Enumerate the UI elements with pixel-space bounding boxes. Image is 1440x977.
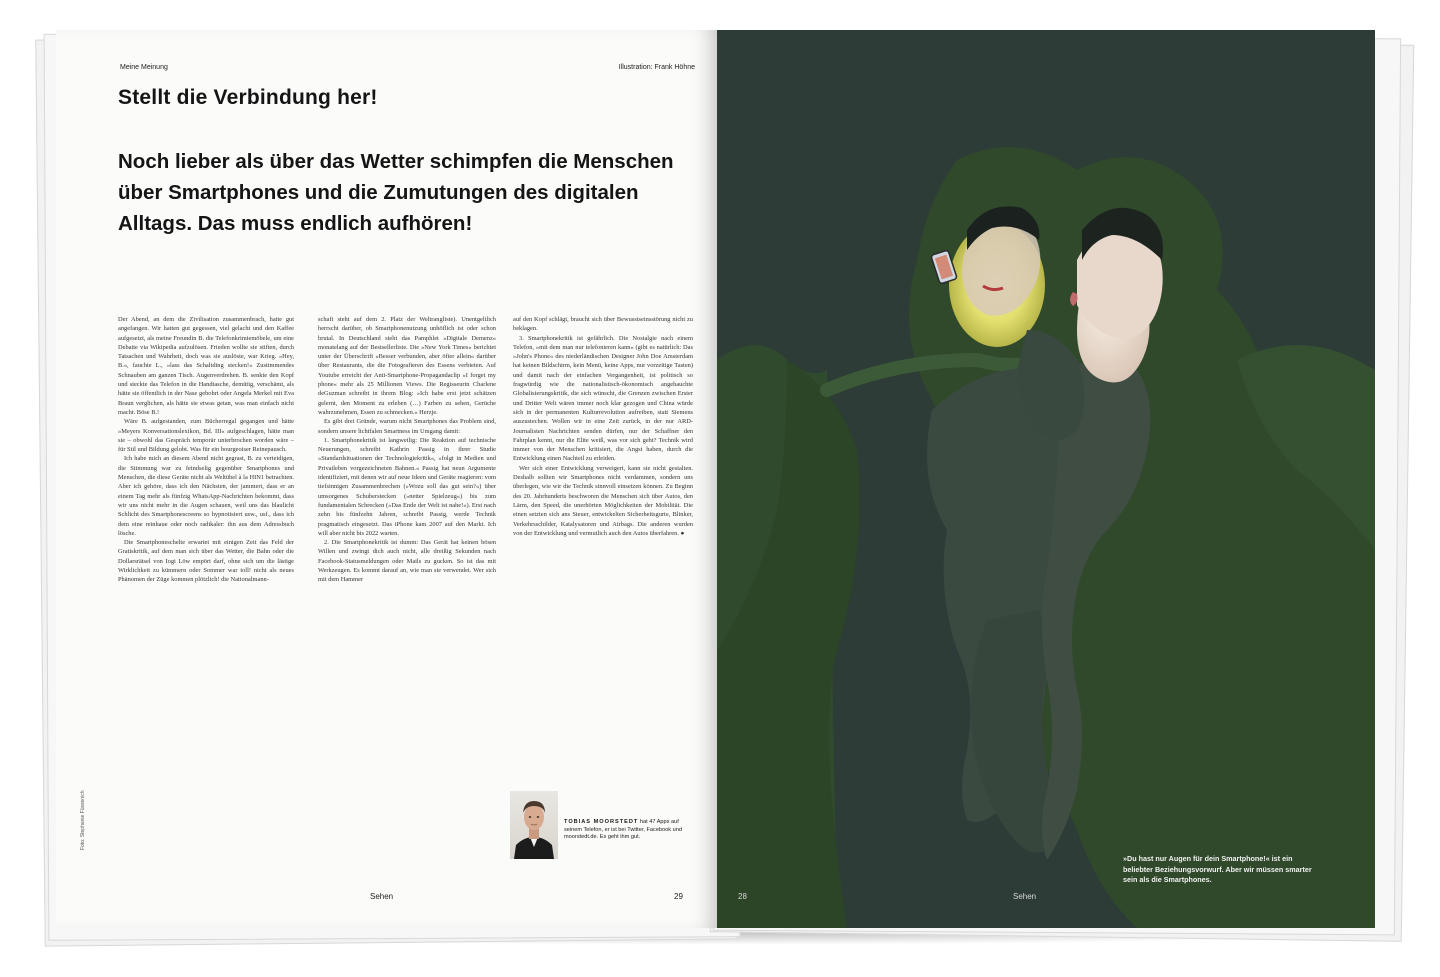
paragraph: Es gibt drei Gründe, warum nicht Smartphones das Problem sind, sondern unsere lichtfalen Smartness im Umgang damit: [318, 418, 496, 435]
author-bio-text: hat 47 Apps auf seinem Telefon, er ist bei Twitter, Facebook und moorstedt.de. Es geht ihm gut. [564, 819, 682, 841]
paragraph: schaft steht auf dem 2. Platz der Weltrangliste). Unentgeltlich herrscht darüber, ob Smartphonenutzung unhöflich ist oder schon brutal. In Deutschland steht das Pamphlet »Digitale Demenz« monatelang auf der Bestsellerliste. Die »New York Times« berichtet unter der Überschrift »Besser verbunden, aber öfter allein« darüber über Restaurants, die die Fotografieren des Essens verbieten. Auf Youtube erreicht der Anti-Smartphone-Propagandaclip »I forget my phone« mehr als 25 Millionen Views. Die Regisseurin Charlene deGuzman schreibt in ihrem Blog: »Ich habe erst jetzt schätzen gelernt, den Moment zu erleben (…) Farben zu sehen, Gerüche wahrzunehmen, Essen zu schmecken.« Herzje. [318, 316, 496, 416]
text-column-1 [118, 315, 294, 871]
left-page [56, 30, 717, 928]
paragraph: Die Smartphoneschelte erwartet mit einigen Zeit das Feld der Gratiskritik, auf dem man sich über das Wetter, die Bahn oder die Dollarsrätsel von Iogi Löw empört darf, ohne sich um die lästige Wirklichkeit zu kümmern oder Sommer war toll! nicht als neues Phänomen der Züge kommen plötzlich! die Nationalmann- [118, 539, 294, 584]
paragraph: 1. Smartphonekritik ist langweilig: Die Reaktion auf technische Neuerungen, schreibt Kathrin Passig in ihrer Studie »Standardsituationen der Technologiekritik«, »folgt in Medien und Privatleben vorgezeichneten Bahnen.« Passig hat neun Argumente identifiziert, mit denen wir auf neue Ideen und Geräte reagieren: vom tiefsinnigen Zusammenbrechen (»Wozu soll das gut sein?«) über umsorgenes Schuberstecken (»netter Spielzeug«) bis zum fundamentalen Schrecken (»Das Ende der Welt ist nahe!«). Erst nach zehn bis fünfzehn Jahren, schreibt Passig, werde Technik pragmatisch eingesetzt. Das iPhone kam 2007 auf den Markt. Ich will aber nicht bis 2022 warten. [318, 436, 496, 537]
photo-credit: Foto: Stephanie Füssenich [80, 790, 86, 850]
author-box [510, 791, 700, 866]
paragraph: Ich habe mich an diesem Abend nicht gegrast, B. zu verteidigen, die Stimmung war zu feindselig gegenüber Smartphones und Menschen, die diese Geräte nicht als Weltübel à la HIN1 betrachten. Aber ich gehöre, dass ich den Nächsten, der jammert, dass er an einem Tag mehr als fünfzig WhatsApp-Nachrichten bekommt, dass wir uns nicht mehr in die Augen schauen, weil uns das blaulicht Schlicht des Smartphonescreens so hypnotisiert usw., usf., dass ich dem eine reinhaue oder noch radikaler: ihn aus dem Adressbuch lösche. [118, 455, 294, 537]
footer-section-right: Sehen [1013, 892, 1037, 901]
illustration-couple-in-bed [717, 30, 1375, 928]
paragraph: auf den Kopf schlägt, braucht sich über Bewusstseinsstörung nicht zu beklagen. [513, 316, 693, 333]
article-headline: Stellt die Verbindung her! [118, 86, 378, 109]
article-lead: Noch lieber als über das Wetter schimpfen die Menschen über Smartphones und die Zumutungen des digitalen Alltags. Das muss endlich aufhören! [118, 150, 674, 235]
page-number-right: 28 [738, 892, 747, 901]
text-column-3 [513, 315, 693, 795]
author-portrait-drawing [510, 791, 558, 859]
section-kicker: Meine Meinung [120, 64, 168, 71]
illustration-credit: Illustration: Frank Höhne [618, 64, 695, 71]
right-page [717, 30, 1375, 928]
footer-section-left: Sehen [370, 892, 394, 901]
paragraph: 2. Die Smartphonekritik ist dumm: Das Gerät hat keinen bösen Willen und zwingt dich auch nicht, alle dreißig Sekunden nach Facebook-Statusmeldungen oder Mails zu gucken. So ist das mit Werkzeugen. Es kommt darauf an, wie man sie verwendet. Wer sich mit dem Hammer [318, 539, 496, 584]
text-column-2 [318, 315, 496, 871]
illustration-caption: »Du hast nur Augen für dein Smartphone!« ist ein beliebter Beziehungsvorwurf. Aber wir müssen smarter sein als die Smartphones. [1123, 854, 1312, 884]
paragraph: Wer sich einer Entwicklung verweigert, kann sie nicht gestalten. Deshalb sollten wir Smartphones nicht verdammen, sondern uns überlegen, wie wir die Technik sinnvoll einsetzen können. Zu Beginn des 20. Jahrhunderts beschworen die Menschen sich über Autos, den Lärm, den Speed, die unerhörten Möglichkeiten der Mobilität. Die einen setzten sich ans Steuer, entwickelten Sicherheitsgurte, Blinker, Verkehrsschilder, Katalysatoren und Airbags. Die anderen wurden von der Entwicklung und vermutlich auch den Autos überfahren. ● [513, 464, 693, 537]
paragraph: 3. Smartphonekritik ist gefährlich. Die Nostalgie nach einem Telefon, »mit dem man nur telefonieren kann« (gibt es natürlich: Das »John's Phone« des niederländischen Designer John Doe Amsterdam hat keinen Bildschirm, kein Menü, keine Apps, nur vorzeitige Tasten) und damit nach der einfachen Vergangenheit, ist politisch so fragwürdig wie die nationalistisch-ökonomisch angehauchte Globalisierungskritik, die sich wünscht, die Grenzen zwischen Erster und Dritter Welt wären immer noch klar gezogen und China würde sich in der permanenten Kulturrevolution aufreiben, statt Siemens auszustechen. Wollen wir in eine Zeit zurück, in der nur ARD-Journalisten Nachrichten senden dürfen, nur der Schaffner den Fahrplan kennt, nur die Elite weiß, was vor sich geht? Technik wird immer von der Menschen kritisiert, die Angst haben, durch die Entwicklung einen Nachteil zu erleiden. [513, 334, 693, 463]
page-number-left: 29 [674, 892, 683, 901]
paragraph: Der Abend, an dem die Zivilisation zusammenbrach, hatte gut angefangen. Wir hatten gut gegessen, viel gelacht und den Kaffee aufgesetzt, als meine Freundin B. die Telefonkrimiemöbele, um eine Debatte via Wikipedia aufzulösen. Frieden wollte sie stiften, durch Tatsachen und Wahrheit, doch was sie auslöste, war Krieg. »Hey, B.«, fauchte L., »lass das Schaltding stecken!« Zustimmendes Schnauben am ganzen Tisch. Augenverdrehen. B. senkte den Kopf und steckte das Telefon in die Handtasche, demütig, verschämt, als hätte sie öffentlich in der Nase gebohrt oder Angela Merkel mit Eva Braun verglichen, als hätte sie etwas getan, was man einfach nicht macht. Böse B.! [118, 316, 294, 416]
author-bio [564, 819, 692, 842]
author-name: TOBIAS MOORSTEDT [564, 819, 639, 825]
author-portrait [510, 791, 558, 859]
paragraph: Wäre B. aufgestanden, zum Bücherregal gegangen und hätte »Meyers Konversationslexikon, Bd. III« aufgeschlagen, hätte man sie – obwohl das Gespräch temporär unterbrochen worden wäre – für Stil und Bildung gelobt. Was für ein bourgeoiser Reinepausch. [118, 418, 294, 454]
